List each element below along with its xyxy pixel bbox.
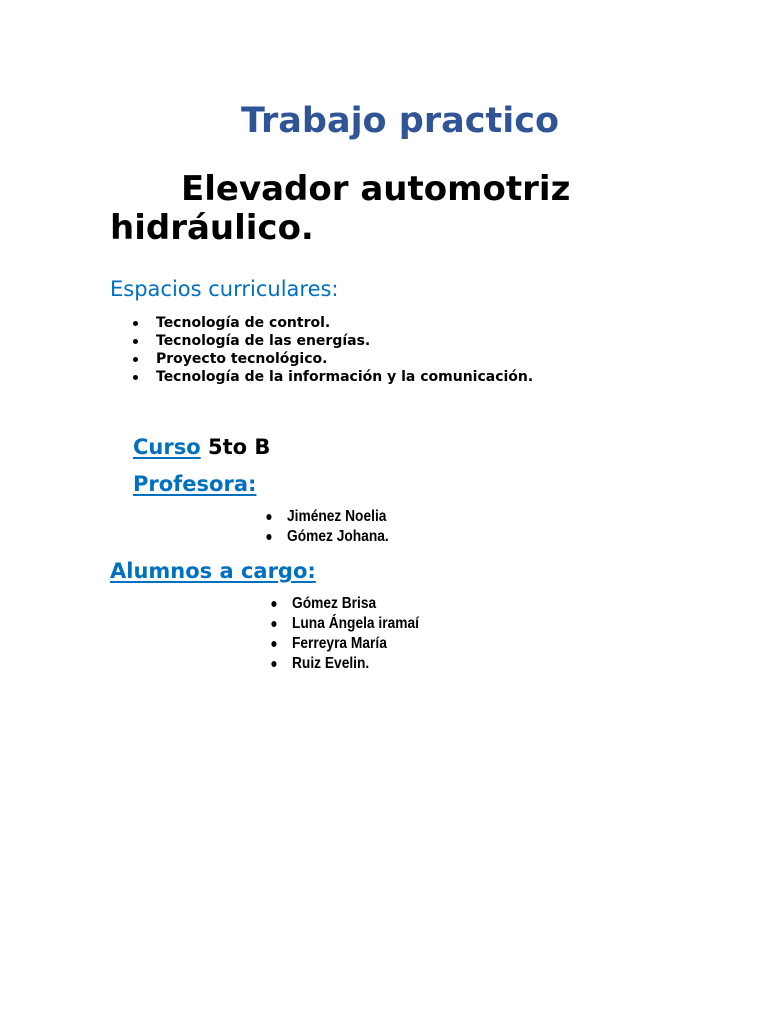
students-label: Alumnos a cargo:: [110, 559, 316, 583]
students-row: [110, 558, 316, 584]
bullet-icon: [133, 357, 138, 362]
teachers-list: [287, 507, 405, 547]
curricular-item-label: Proyecto tecnológico.: [156, 351, 328, 367]
curricular-heading: Espacios curriculares:: [110, 277, 339, 301]
list-item: [156, 314, 533, 332]
course-label: Curso: [133, 435, 201, 459]
teachers-label: Profesora:: [133, 472, 257, 496]
bullet-icon: [271, 601, 276, 607]
curricular-list: [156, 314, 533, 386]
list-item: [156, 368, 533, 386]
bullet-icon: [133, 375, 138, 380]
course-value: 5to B: [207, 435, 271, 459]
bullet-icon: [133, 339, 138, 344]
student-name: Gómez Brisa: [292, 595, 377, 612]
student-name: Ruiz Evelin.: [292, 655, 370, 672]
list-item: [156, 350, 533, 368]
bullet-icon: [271, 661, 276, 667]
list-item: [292, 634, 419, 654]
student-name: Luna Ángela iramaí: [292, 615, 419, 632]
course-row: [133, 434, 270, 460]
document-subtitle: Elevador automotriz hidráulico.: [110, 169, 571, 248]
bullet-icon: [271, 641, 276, 647]
list-item: [292, 654, 419, 674]
teacher-name: Jiménez Noelia: [287, 508, 387, 525]
students-list: [292, 594, 440, 674]
curricular-item-label: Tecnología de control.: [156, 315, 331, 331]
curricular-item-label: Tecnología de la información y la comunicación.: [156, 369, 534, 385]
bullet-icon: [133, 321, 138, 326]
curricular-item-label: Tecnología de las energías.: [156, 333, 371, 349]
student-name: Ferreyra María: [292, 635, 387, 652]
teachers-row: [133, 471, 256, 497]
list-item: [287, 527, 389, 547]
list-item: [292, 594, 419, 614]
list-item: [292, 614, 419, 634]
bullet-icon: [266, 514, 271, 520]
teacher-name: Gómez Johana.: [287, 528, 389, 545]
bullet-icon: [271, 621, 276, 627]
list-item: [287, 507, 389, 527]
document-title: Trabajo practico: [240, 101, 559, 141]
list-item: [156, 332, 533, 350]
bullet-icon: [266, 534, 271, 540]
